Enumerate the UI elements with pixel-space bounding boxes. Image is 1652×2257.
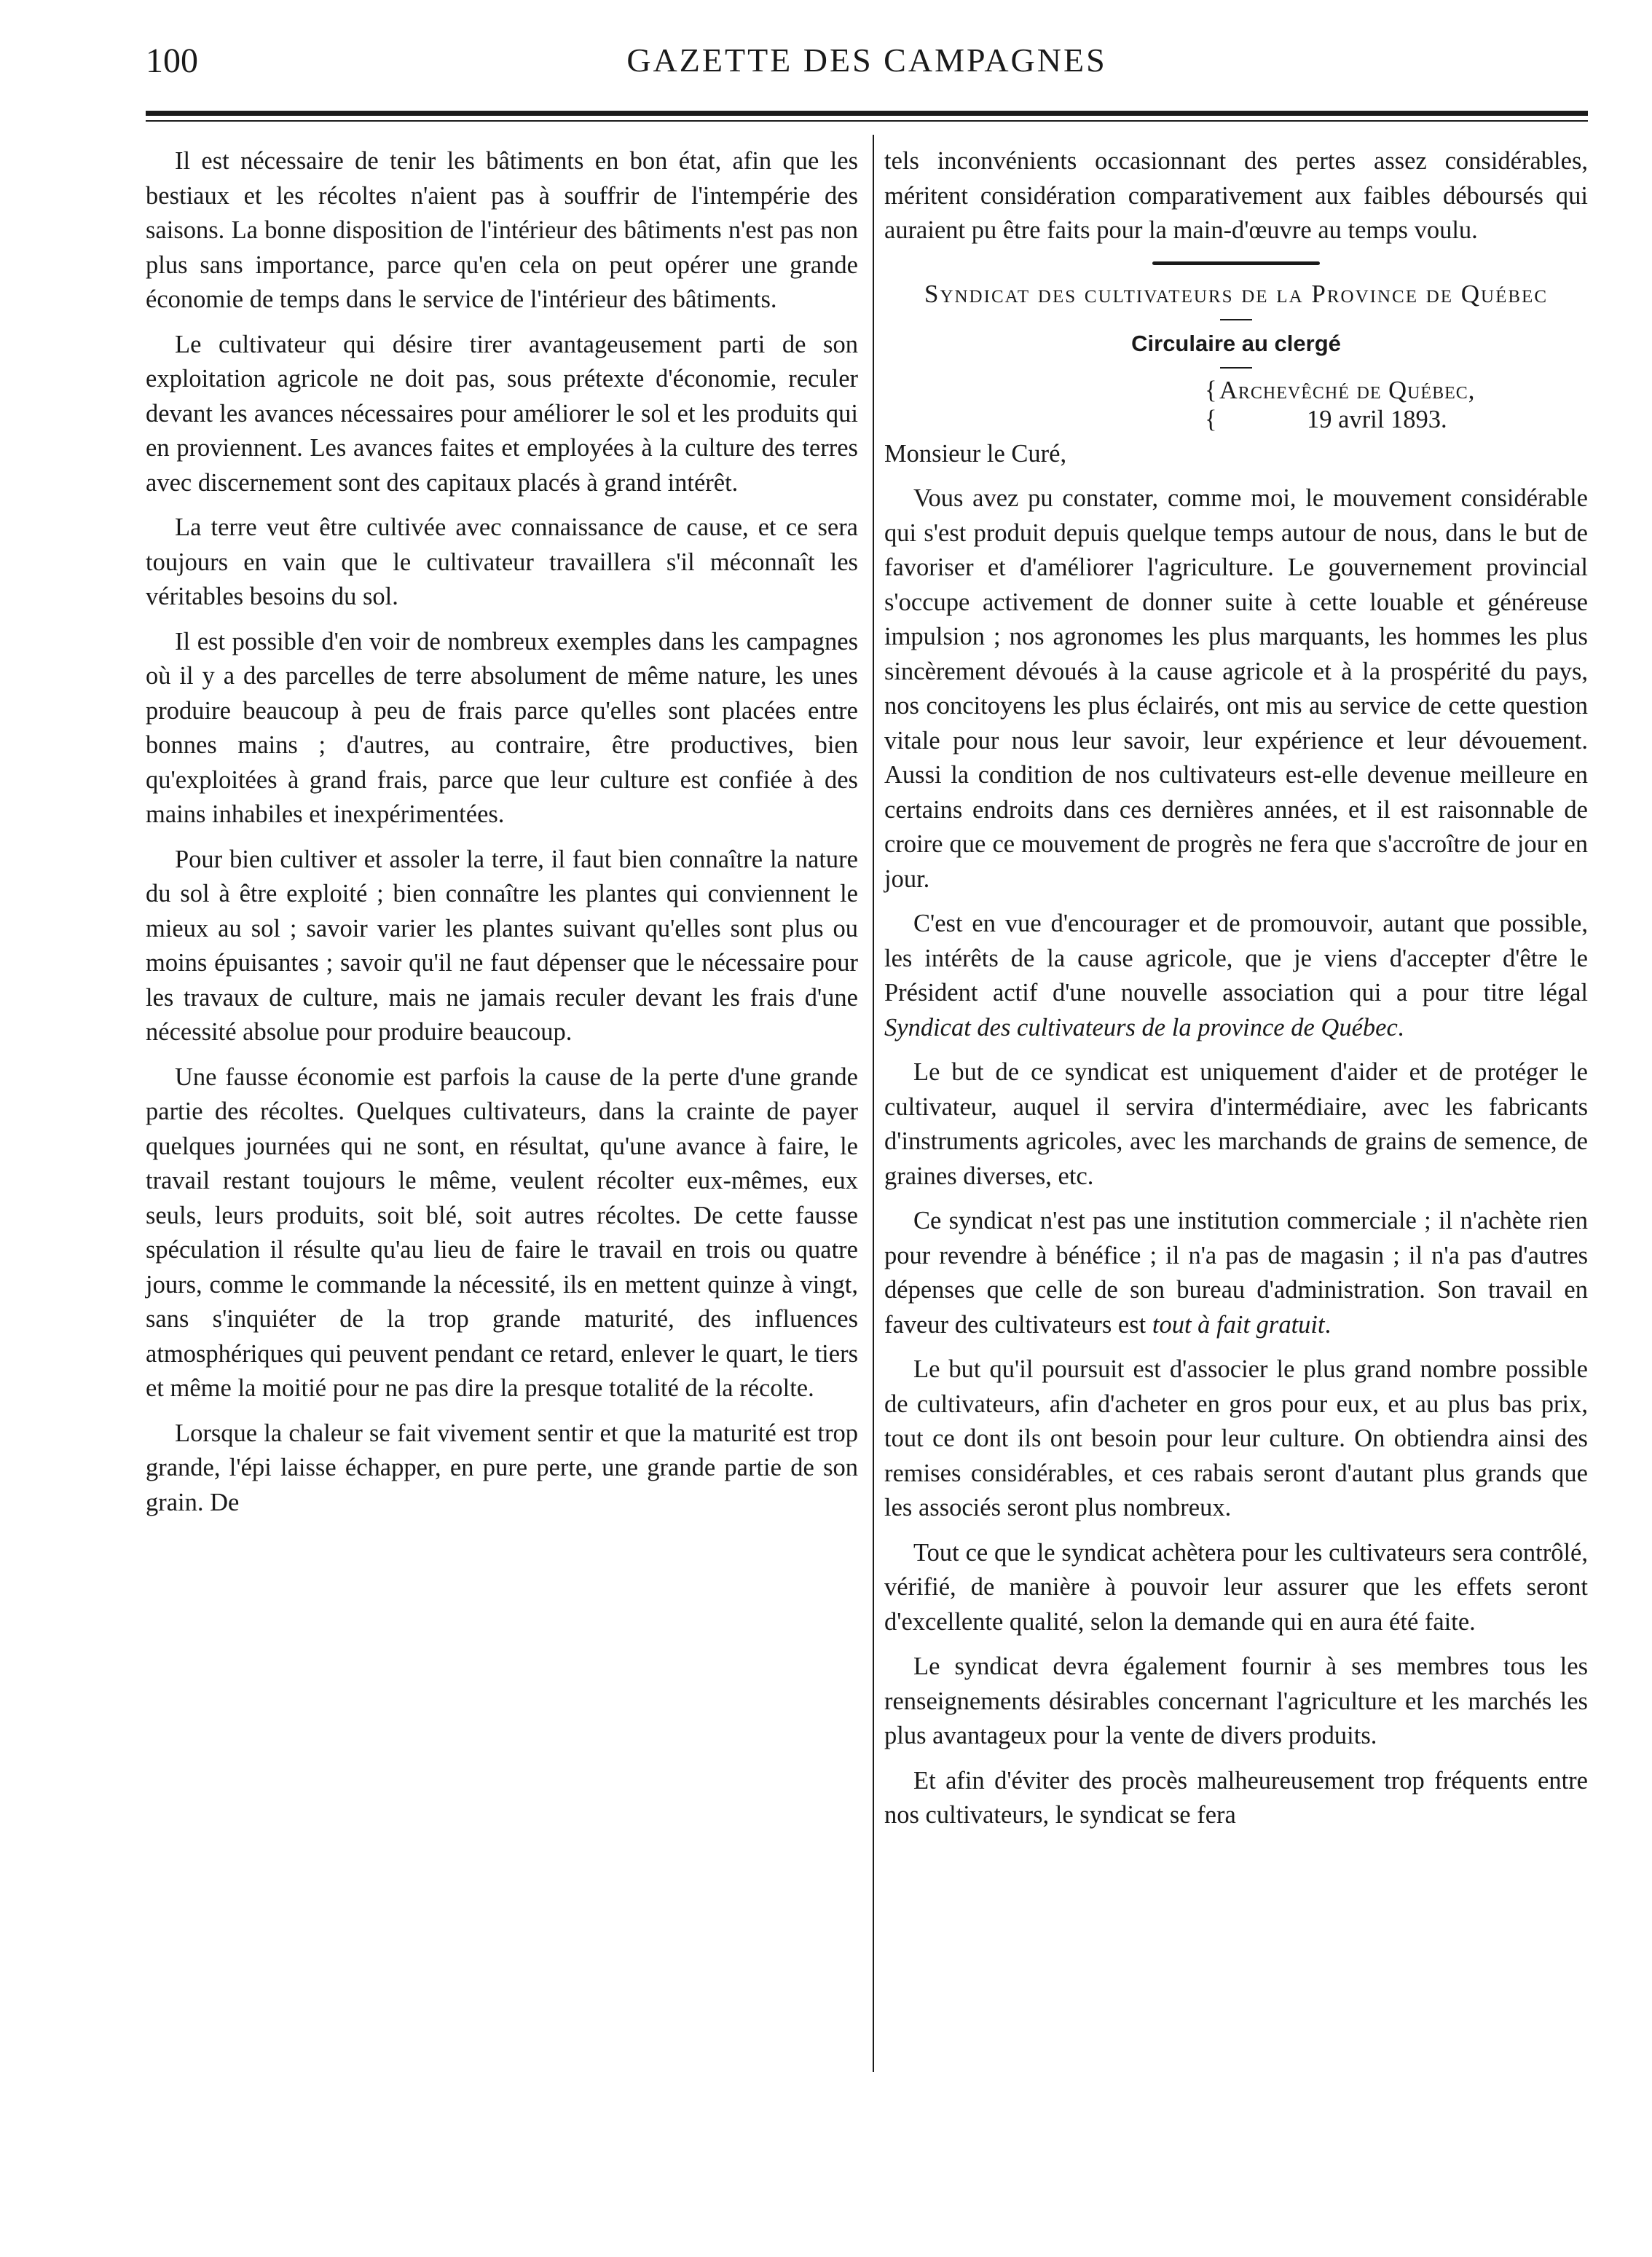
gratuit-emphasis: tout à fait gratuit xyxy=(1152,1310,1325,1339)
syndicate-name-emphasis: Syndicat des cultivateurs de la province de Québec xyxy=(884,1013,1398,1041)
left-paragraph-7: Lorsque la chaleur se fait vivement sentir et que la maturité est trop grande, l'épi laisse échapper, en pure perte, une grande partie de son grain. De xyxy=(146,1419,858,1516)
header-rule-thick xyxy=(146,111,1588,116)
dateline-date: 19 avril 1893. xyxy=(1307,405,1447,433)
right-paragraph-4 xyxy=(884,1204,1588,1342)
subtitle-rule xyxy=(1220,367,1252,369)
right-paragraph-2-text: C'est en vue d'encourager et de promouvoir, autant que possible, les intérêts de la cause agricole, que je viens d'accepter d'être le Président actif d'une nouvelle association qui a pour titre légal xyxy=(884,910,1588,1007)
left-paragraph-1: Il est nécessaire de tenir les bâtiments en bon état, afin que les bestiaux et les récoltes n'aient pas à souffrir de l'intempérie des saisons. La bonne disposition de l'intérieur des bâtiments n'est pas non plus sans importance, parce qu'en cela on peut opérer une grande économie de temps dans le service de l'intérieur des bâtiments. xyxy=(146,147,858,313)
brace-top: { xyxy=(1205,376,1217,404)
right-paragraph-2 xyxy=(884,907,1588,1045)
right-paragraph-6: Tout ce que le syndicat achètera pour les cultivateurs sera contrôlé, vérifié, de manière à pouvoir leur assurer que les effets seront d'excellente qualité, selon la demande qui en aura été faite. xyxy=(884,1538,1588,1636)
column-divider xyxy=(873,135,874,2072)
right-paragraph-7: Le syndicat devra également fournir à ses membres tous les renseignements désirables concernant l'agriculture et les marchés les plus avantageux pour la vente de divers produits. xyxy=(884,1653,1588,1749)
dateline xyxy=(884,376,1588,434)
right-paragraph-5: Le but qu'il poursuit est d'associer le plus grand nombre possible de cultivateurs, afin d'acheter en gros pour eux, et au plus bas prix, tout ce dont ils ont besoin pour leur culture. On obtiendra ainsi des remises considérables, et ces rabais seront d'autant plus grands que les associés seront plus nombreux. xyxy=(884,1355,1588,1521)
dateline-place: Archevêché de Québec, xyxy=(1219,376,1476,404)
running-title: GAZETTE DES CAMPAGNES xyxy=(626,42,1107,79)
right-paragraph-3: Le but de ce syndicat est uniquement d'aider et de protéger le cultivateur, auquel il servira d'intermédiaire, avec les fabricants d'instruments agricoles, avec les marchands de grains de semence, de graines diverses, etc. xyxy=(884,1058,1588,1190)
right-paragraph-4-text: Ce syndicat n'est pas une institution commerciale ; il n'achète rien pour revendre à bénéfice ; il n'a pas de magasin ; il n'a pas d'autres dépenses que celle de son bureau d'administration. Son travail en faveur des cultivateurs est xyxy=(884,1207,1588,1339)
header-rule-thin xyxy=(146,120,1588,122)
right-paragraph-2-end: . xyxy=(1397,1013,1404,1041)
right-column xyxy=(884,144,1588,1843)
left-column xyxy=(146,144,858,1530)
left-paragraph-3: La terre veut être cultivée avec connaissance de cause, et ce sera toujours en vain que le cultivateur travaillera s'il méconnaît les véritables besoins du sol. xyxy=(146,513,858,610)
left-paragraph-6: Une fausse économie est parfois la cause de la perte d'une grande partie des récoltes. Quelques cultivateurs, dans la crainte de payer quelques journées qui ne sont, en résultat, qu'une avance à faire, le travail restant toujours le même, veulent récolter eux-mêmes, eux seuls, leurs produits, soit blé, soit autres récoltes. De cette fausse spéculation il résulte qu'au lieu de faire le travail en trois ou quatre jours, comme le commande la nécessité, ils en mettent quinze à vingt, sans s'inquiéter de la trop grande maturité, des influences atmosphériques qui peuvent pendant ce retard, enlever le quart, le tiers et même la moitié pour ne pas dire la presque totalité de la récolte. xyxy=(146,1063,858,1402)
left-paragraph-4: Il est possible d'en voir de nombreux exemples dans les campagnes où il y a des parcelles de terre absolument de même nature, les unes produire beaucoup à peu de frais parce qu'elles sont placées entre bonnes mains ; d'autres, au contraire, être productives, bien qu'exploitées à grand frais, parce que leur culture est confiée à des mains inhabiles et inexpérimentées. xyxy=(146,627,858,828)
right-paragraph-1: Vous avez pu constater, comme moi, le mouvement considérable qui s'est produit depuis quelque temps autour de nous, dans le but de favoriser et d'améliorer l'agriculture. Le gouvernement provincial s'occupe activement de donner suite à cette louable et généreuse impulsion ; nos agronomes les plus marquants, les hommes les plus sincèrement dévoués à la cause agricole et à la prospérité du pays, nos concitoyens les plus éclairés, ont mis au service de cette question vitale pour nous leur savoir, leur expérience et leur dévouement. Aussi la condition de nos cultivateurs est-elle devenue meilleure en certains endroits dans ces dernières années, et il est raisonnable de croire que ce mouvement de progrès ne fera que s'accroître de jour en jour. xyxy=(884,484,1588,893)
right-continuation: tels inconvénients occasionnant des pertes assez considérables, méritent considération comparativement aux faibles déboursés qui auraient pu être faits pour la main-d'œuvre au temps voulu. xyxy=(884,147,1588,244)
section-separator xyxy=(1152,261,1320,265)
page-header xyxy=(146,35,1588,93)
left-paragraph-5: Pour bien cultiver et assoler la terre, il faut bien connaître la nature du sol à être exploité ; bien connaître les plantes qui conviennent le mieux au sol ; savoir varier les plantes suivant qu'elles sont plus ou moins épuisantes ; savoir qu'il ne faut dépenser que le nécessaire pour les travaux de culture, mais ne jamais reculer devant les frais d'une nécessité absolue pour produire beaucoup. xyxy=(146,845,858,1046)
section-title: Syndicat des cultivateurs de la Province de Québec xyxy=(924,279,1549,308)
left-paragraph-2: Le cultivateur qui désire tirer avantageusement parti de son exploitation agricole ne doit pas, sous prétexte d'économie, reculer devant les avances nécessaires pour améliorer le sol et les produits qui en proviennent. Les avances faites et employées à la culture des terres avec discernement sont des capitaux placés à grand intérêt. xyxy=(146,330,858,497)
salutation: Monsieur le Curé, xyxy=(884,439,1067,468)
section-subtitle: Circulaire au clergé xyxy=(1131,330,1341,356)
page-number: 100 xyxy=(146,42,198,80)
right-paragraph-8: Et afin d'éviter des procès malheureusement trop fréquents entre nos cultivateurs, le syndicat se fera xyxy=(884,1766,1588,1829)
right-paragraph-4-end: . xyxy=(1324,1310,1332,1339)
heading-rule xyxy=(1220,319,1252,320)
brace-bottom: { xyxy=(1205,405,1217,433)
